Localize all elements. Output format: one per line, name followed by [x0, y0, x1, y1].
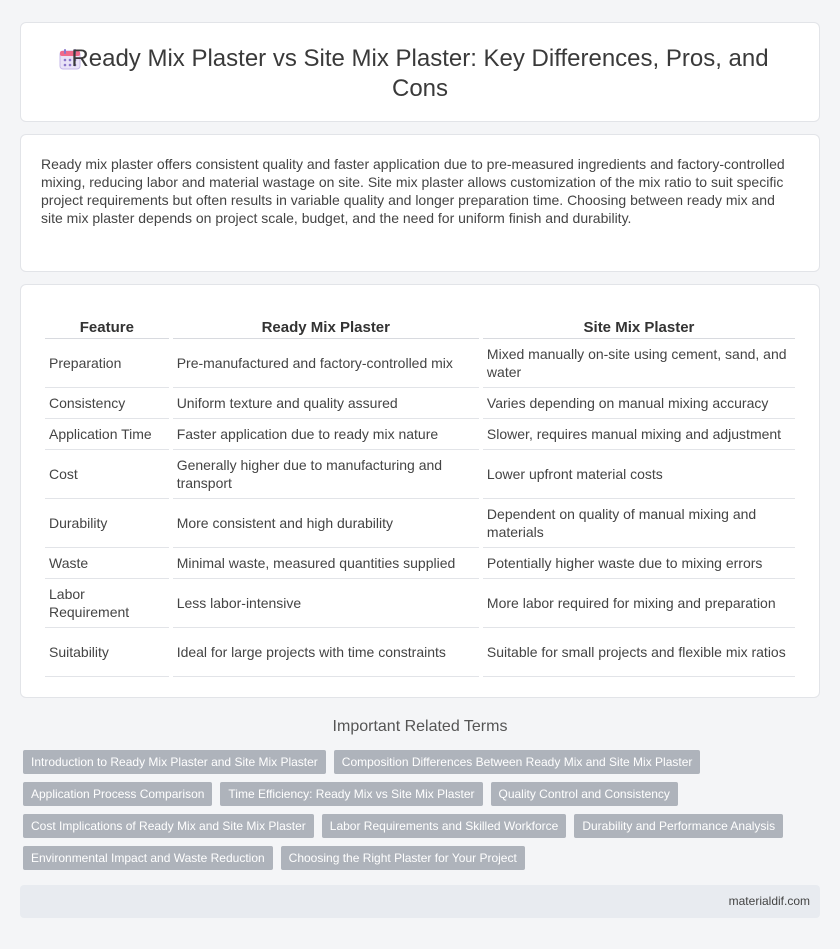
table-cell: Preparation	[45, 339, 169, 388]
related-tag[interactable]: Choosing the Right Plaster for Your Project	[281, 846, 525, 870]
tag-row	[23, 750, 823, 774]
intro-card	[20, 134, 820, 272]
related-tag[interactable]: Labor Requirements and Skilled Workforce	[322, 814, 567, 838]
table-cell: Potentially higher waste due to mixing errors	[483, 548, 795, 579]
table-cell: Suitability	[45, 628, 169, 677]
table-cell: Consistency	[45, 388, 169, 419]
related-tag[interactable]: Introduction to Ready Mix Plaster and Site Mix Plaster	[23, 750, 326, 774]
table-cell: Dependent on quality of manual mixing and materials	[483, 499, 795, 548]
table-cell: Faster application due to ready mix nature	[173, 419, 479, 450]
related-terms-tags	[23, 750, 823, 878]
table-row	[45, 388, 795, 419]
table-row	[45, 548, 795, 579]
table-cell: Ideal for large projects with time constraints	[173, 628, 479, 677]
table-cell: More consistent and high durability	[173, 499, 479, 548]
table-row	[45, 419, 795, 450]
table-row	[45, 499, 795, 548]
related-tag[interactable]: Time Efficiency: Ready Mix vs Site Mix Plaster	[220, 782, 482, 806]
related-tag[interactable]: Application Process Comparison	[23, 782, 212, 806]
table-cell: Durability	[45, 499, 169, 548]
table-cell: Labor Requirement	[45, 579, 169, 628]
table-cell: More labor required for mixing and preparation	[483, 579, 795, 628]
table-cell: Application Time	[45, 419, 169, 450]
table-cell: Uniform texture and quality assured	[173, 388, 479, 419]
table-row	[45, 450, 795, 499]
footer	[20, 885, 820, 918]
title-card	[20, 22, 820, 122]
tag-row	[23, 846, 823, 870]
header-feature: Feature	[45, 311, 169, 339]
table-cell: Suitable for small projects and flexible mix ratios	[483, 628, 795, 677]
table-row	[45, 339, 795, 388]
related-tag[interactable]: Cost Implications of Ready Mix and Site Mix Plaster	[23, 814, 314, 838]
table-cell: Mixed manually on-site using cement, sand, and water	[483, 339, 795, 388]
page-title-line-1: Ready Mix Plaster vs Site Mix Plaster: Key Differences, Pros, and	[71, 45, 769, 72]
table-row	[45, 628, 795, 677]
header-site-mix: Site Mix Plaster	[483, 311, 795, 339]
page-title-line-2: Cons	[391, 75, 449, 102]
related-tag[interactable]: Durability and Performance Analysis	[574, 814, 783, 838]
tag-row	[23, 782, 823, 806]
table-cell: Lower upfront material costs	[483, 450, 795, 499]
table-cell: Varies depending on manual mixing accuracy	[483, 388, 795, 419]
table-cell: Less labor-intensive	[173, 579, 479, 628]
table-cell: Pre-manufactured and factory-controlled mix	[173, 339, 479, 388]
table-cell: Slower, requires manual mixing and adjustment	[483, 419, 795, 450]
header-ready-mix: Ready Mix Plaster	[173, 311, 479, 339]
table-cell: Cost	[45, 450, 169, 499]
table-cell: Waste	[45, 548, 169, 579]
comparison-table	[41, 311, 799, 677]
related-tag[interactable]: Composition Differences Between Ready Mix and Site Mix Plaster	[334, 750, 701, 774]
comparison-table-card	[20, 284, 820, 698]
table-cell: Minimal waste, measured quantities supplied	[173, 548, 479, 579]
footer-site-link[interactable]: materialdif.com	[728, 894, 810, 908]
intro-paragraph: Ready mix plaster offers consistent quality and faster application due to pre-measured ingredients and factory-controlled mixing, reducing labor and material wastage on site. Site mix plaster allows customization of the mix ratio to suit specific project requirements but often results in variable quality and longer preparation time. Choosing between ready mix and site mix plaster depends on project scale, budget, and the need for uniform finish and durability.	[41, 156, 785, 226]
table-cell: Generally higher due to manufacturing and transport	[173, 450, 479, 499]
tag-row	[23, 814, 823, 838]
related-terms-title: Important Related Terms	[332, 718, 508, 735]
related-tag[interactable]: Environmental Impact and Waste Reduction	[23, 846, 273, 870]
page-title	[21, 44, 819, 104]
table-header-row	[45, 311, 795, 339]
related-tag[interactable]: Quality Control and Consistency	[491, 782, 678, 806]
table-row	[45, 579, 795, 628]
